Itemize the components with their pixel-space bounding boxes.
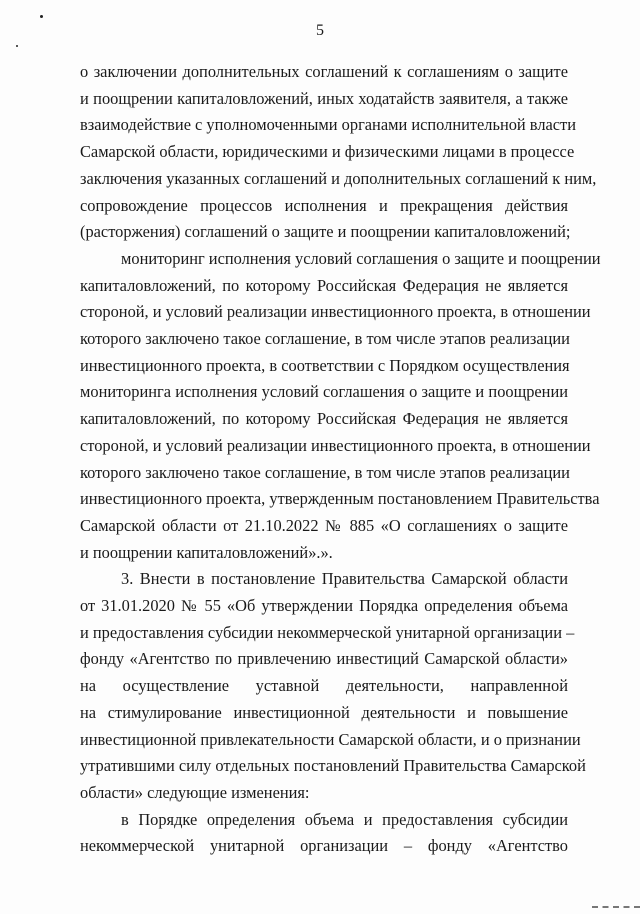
text-line: 3. Внести в постановление Правительства Самарской области <box>121 569 568 589</box>
text-line: от 31.01.2020 № 55 «Об утверждении Порядка определения объема <box>80 596 568 615</box>
text-line: в Порядке определения объема и предоставления субсидии <box>121 809 568 829</box>
text-line: инвестиционного проекта, утвержденным постановлением Правительства <box>80 489 600 509</box>
text-line: и предоставления субсидии некоммерческой унитарной организации – <box>80 622 575 642</box>
text-line: и поощрении капиталовложений».». <box>80 542 333 562</box>
text-line: заключения указанных соглашений и дополнительных соглашений к ним, <box>80 168 597 188</box>
text-line: инвестиционной привлекательности Самарской области, и о признании <box>80 729 581 749</box>
text-line: капиталовложений, по которому Российская Федерация не является <box>80 409 568 429</box>
text-line: на стимулирование инвестиционной деятельности и повышение <box>80 702 568 722</box>
text-line: стороной, и условий реализации инвестиционного проекта, в отношении <box>80 302 591 322</box>
text-line: фонду «Агентство по привлечению инвестиций Самарской области» <box>80 649 568 669</box>
text-line: Самарской области от 21.10.2022 № 885 «О соглашениях о защите <box>80 515 568 535</box>
scan-speck-mark <box>16 45 18 47</box>
text-line: сопровождение процессов исполнения и прекращения действия <box>80 195 568 215</box>
text-line: утратившими силу отдельных постановлений Правительства Самарской <box>80 756 586 776</box>
text-line: которого заключено такое соглашение, в том числе этапов реализации <box>80 462 570 482</box>
text-line: взаимодействие с уполномоченными органами исполнительной власти <box>80 115 576 135</box>
text-line: мониторинг исполнения условий соглашения о защите и поощрении <box>121 248 601 268</box>
text-line: и поощрении капиталовложений, иных ходатайств заявителя, а также <box>80 88 568 108</box>
text-line: на осуществление уставной деятельности, направленной <box>80 676 568 696</box>
text-line: Самарской области, юридическими и физическими лицами в процессе <box>80 142 575 162</box>
text-line: некоммерческой унитарной организации – фонду «Агентство <box>80 836 568 856</box>
text-line: области» следующие изменения: <box>80 782 310 802</box>
text-line: мониторинга исполнения условий соглашения о защите и поощрении <box>80 382 568 402</box>
scan-speck-mark <box>40 15 43 18</box>
text-line: о заключении дополнительных соглашений к соглашениям о защите <box>80 62 568 81</box>
text-line: стороной, и условий реализации инвестиционного проекта, в отношении <box>80 435 591 455</box>
scan-edge-mark <box>592 906 640 910</box>
text-line: которого заключено такое соглашение, в том числе этапов реализации <box>80 329 570 348</box>
text-line: инвестиционного проекта, в соответствии с Порядком осуществления <box>80 355 570 375</box>
page-number: 5 <box>316 22 324 39</box>
text-line: (расторжения) соглашений о защите и поощрении капиталовложений; <box>80 222 571 242</box>
text-line: капиталовложений, по которому Российская Федерация не является <box>80 275 568 295</box>
